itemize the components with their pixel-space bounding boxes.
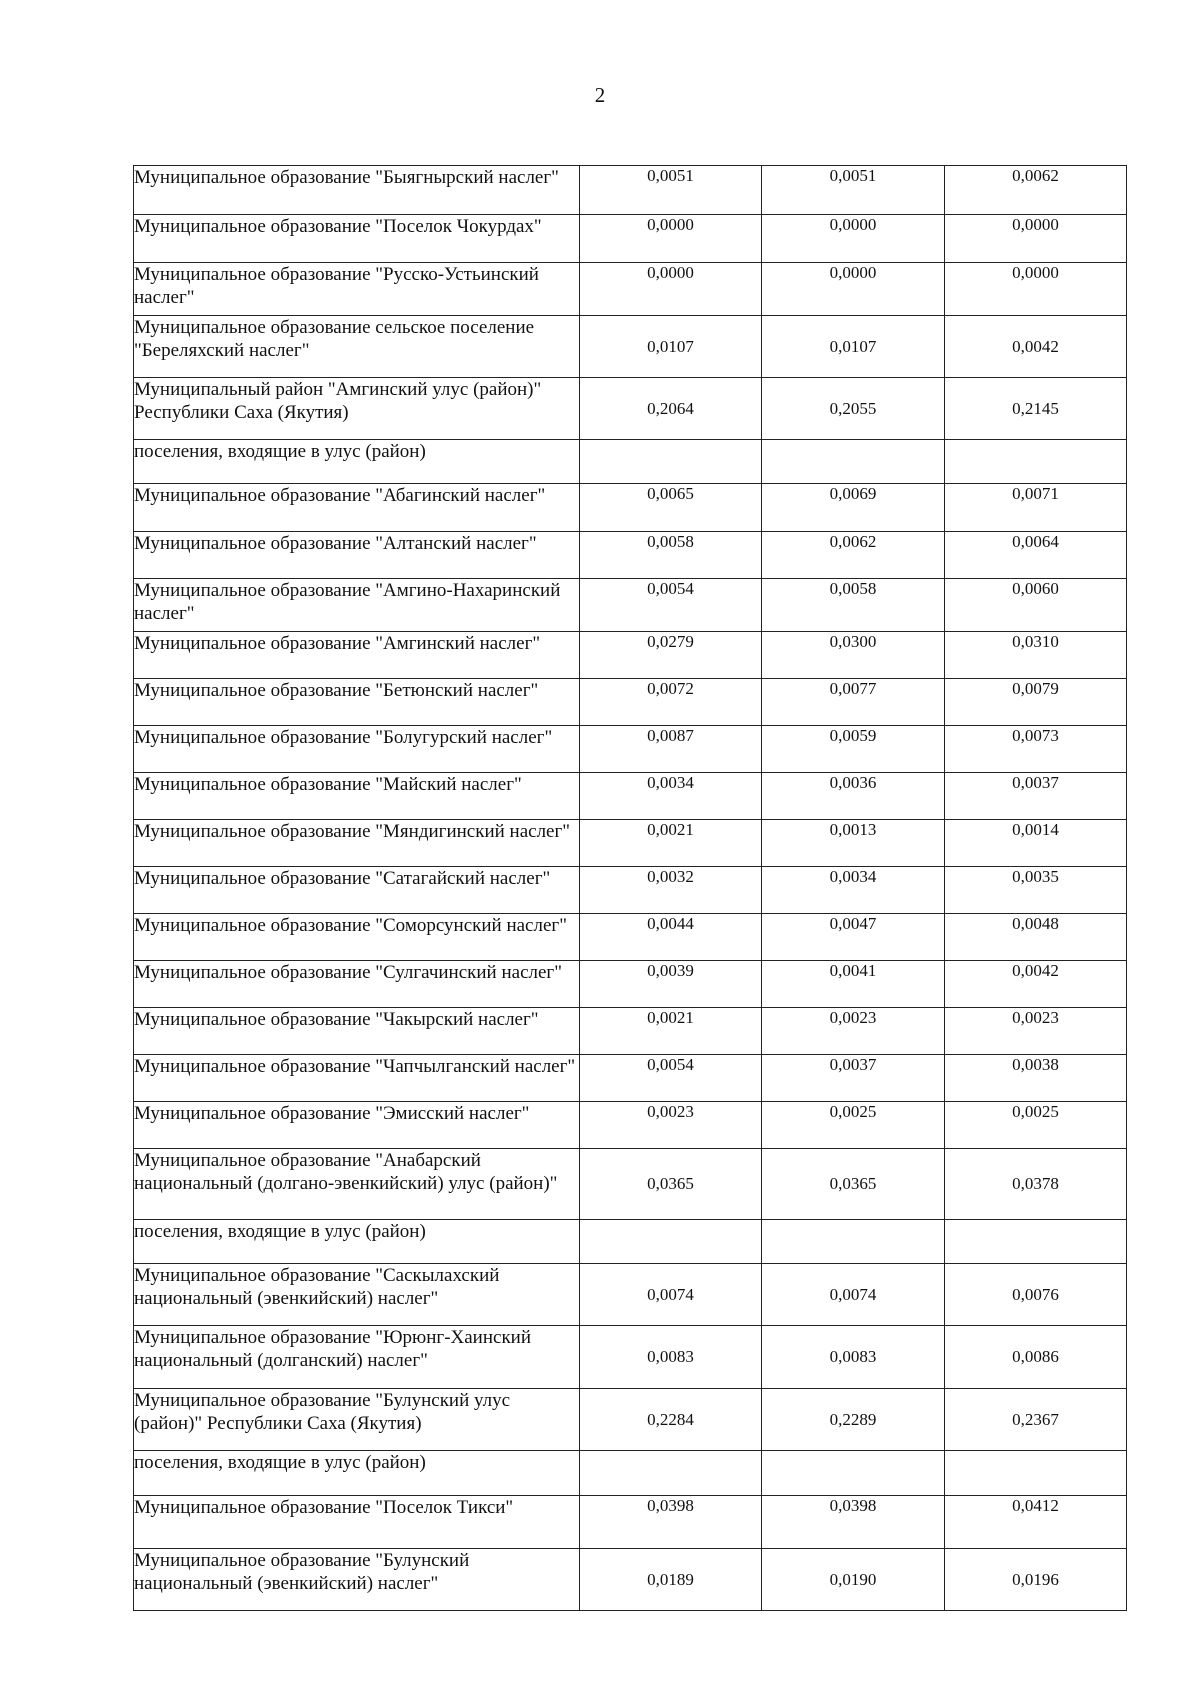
municipality-name-cell: Муниципальное образование "Абагинский наслег" xyxy=(134,484,580,532)
value-cell-col-2: 0,0074 xyxy=(762,1264,945,1326)
value-cell-col-1: 0,0107 xyxy=(580,316,762,378)
value-cell-col-2: 0,0077 xyxy=(762,679,945,726)
value-cell-col-3: 0,0000 xyxy=(945,215,1127,263)
municipality-name-cell: Муниципальное образование "Быягнырский наслег" xyxy=(134,166,580,215)
municipality-name-cell: Муниципальное образование "Русско-Устьинский наслег" xyxy=(134,263,580,316)
value-cell-col-3: 0,0042 xyxy=(945,316,1127,378)
table-row xyxy=(134,579,1127,632)
page-number: 2 xyxy=(594,83,606,107)
municipality-name-cell: Муниципальный район "Амгинский улус (район)" Республики Саха (Якутия) xyxy=(134,378,580,440)
municipality-name-cell: поселения, входящие в улус (район) xyxy=(134,1451,580,1496)
value-cell-col-3: 0,0062 xyxy=(945,166,1127,215)
municipality-name-cell: Муниципальное образование "Булунский улус (район)" Республики Саха (Якутия) xyxy=(134,1389,580,1451)
municipality-name-cell: Муниципальное образование "Юрюнг-Хаинский национальный (долганский) наслег" xyxy=(134,1326,580,1389)
value-cell-col-1: 0,0189 xyxy=(580,1549,762,1611)
value-cell-col-1: 0,2284 xyxy=(580,1389,762,1451)
value-cell-col-2: 0,0059 xyxy=(762,726,945,773)
municipality-name-cell: Муниципальное образование "Майский наслег" xyxy=(134,773,580,820)
value-cell-col-2 xyxy=(762,440,945,484)
municipality-name-cell: Муниципальное образование сельское поселение "Береляхский наслег" xyxy=(134,316,580,378)
value-cell-col-2: 0,0190 xyxy=(762,1549,945,1611)
value-cell-col-3: 0,0076 xyxy=(945,1264,1127,1326)
value-cell-col-2: 0,0023 xyxy=(762,1008,945,1055)
value-cell-col-2 xyxy=(762,1451,945,1496)
value-cell-col-3 xyxy=(945,1220,1127,1264)
value-cell-col-3: 0,0000 xyxy=(945,263,1127,316)
value-cell-col-1: 0,0032 xyxy=(580,867,762,914)
table-body xyxy=(134,166,1127,1611)
table-row xyxy=(134,316,1127,378)
value-cell-col-1 xyxy=(580,1220,762,1264)
value-cell-col-3 xyxy=(945,440,1127,484)
value-cell-col-2: 0,0107 xyxy=(762,316,945,378)
table-row xyxy=(134,1451,1127,1496)
value-cell-col-3: 0,2145 xyxy=(945,378,1127,440)
table-row xyxy=(134,1496,1127,1549)
municipality-name-cell: Муниципальное образование "Чакырский наслег" xyxy=(134,1008,580,1055)
municipality-name-cell: Муниципальное образование "Саскылахский национальный (эвенкийский) наслег" xyxy=(134,1264,580,1326)
value-cell-col-1: 0,0087 xyxy=(580,726,762,773)
municipality-name-cell: поселения, входящие в улус (район) xyxy=(134,440,580,484)
value-cell-col-1: 0,0021 xyxy=(580,1008,762,1055)
value-cell-col-3: 0,0079 xyxy=(945,679,1127,726)
value-cell-col-1: 0,0000 xyxy=(580,215,762,263)
table-row xyxy=(134,166,1127,215)
table-row xyxy=(134,1149,1127,1220)
value-cell-col-2: 0,0058 xyxy=(762,579,945,632)
table-row xyxy=(134,1264,1127,1326)
value-cell-col-3: 0,0060 xyxy=(945,579,1127,632)
value-cell-col-2: 0,0000 xyxy=(762,215,945,263)
value-cell-col-1: 0,0034 xyxy=(580,773,762,820)
value-cell-col-1: 0,0054 xyxy=(580,579,762,632)
value-cell-col-3: 0,0048 xyxy=(945,914,1127,961)
value-cell-col-2: 0,0047 xyxy=(762,914,945,961)
municipality-name-cell: Муниципальное образование "Амгино-Нахаринский наслег" xyxy=(134,579,580,632)
municipality-name-cell: Муниципальное образование "Сулгачинский наслег" xyxy=(134,961,580,1008)
value-cell-col-2: 0,0041 xyxy=(762,961,945,1008)
value-cell-col-2: 0,0365 xyxy=(762,1149,945,1220)
value-cell-col-2: 0,0025 xyxy=(762,1102,945,1149)
value-cell-col-2: 0,0083 xyxy=(762,1326,945,1389)
value-cell-col-3 xyxy=(945,1451,1127,1496)
table-row xyxy=(134,1549,1127,1611)
value-cell-col-2 xyxy=(762,1220,945,1264)
value-cell-col-2: 0,0013 xyxy=(762,820,945,867)
value-cell-col-3: 0,0064 xyxy=(945,532,1127,579)
value-cell-col-1 xyxy=(580,1451,762,1496)
table-row xyxy=(134,867,1127,914)
table-row xyxy=(134,820,1127,867)
value-cell-col-1: 0,2064 xyxy=(580,378,762,440)
table-row xyxy=(134,1389,1127,1451)
table-row xyxy=(134,1102,1127,1149)
value-cell-col-1: 0,0054 xyxy=(580,1055,762,1102)
value-cell-col-1: 0,0058 xyxy=(580,532,762,579)
value-cell-col-3: 0,0310 xyxy=(945,632,1127,679)
value-cell-col-2: 0,0051 xyxy=(762,166,945,215)
municipality-name-cell: Муниципальное образование "Поселок Чокурдах" xyxy=(134,215,580,263)
table-row xyxy=(134,914,1127,961)
value-cell-col-2: 0,0000 xyxy=(762,263,945,316)
municipality-name-cell: Муниципальное образование "Алтанский наслег" xyxy=(134,532,580,579)
value-cell-col-1: 0,0065 xyxy=(580,484,762,532)
value-cell-col-3: 0,0412 xyxy=(945,1496,1127,1549)
value-cell-col-1: 0,0051 xyxy=(580,166,762,215)
value-cell-col-1: 0,0072 xyxy=(580,679,762,726)
municipality-name-cell: Муниципальное образование "Соморсунский наслег" xyxy=(134,914,580,961)
value-cell-col-3: 0,2367 xyxy=(945,1389,1127,1451)
value-cell-col-3: 0,0037 xyxy=(945,773,1127,820)
municipality-name-cell: Муниципальное образование "Поселок Тикси" xyxy=(134,1496,580,1549)
value-cell-col-1: 0,0044 xyxy=(580,914,762,961)
municipality-name-cell: Муниципальное образование "Булунский национальный (эвенкийский) наслег" xyxy=(134,1549,580,1611)
value-cell-col-2: 0,0036 xyxy=(762,773,945,820)
municipality-name-cell: Муниципальное образование "Мяндигинский наслег" xyxy=(134,820,580,867)
value-cell-col-1: 0,0021 xyxy=(580,820,762,867)
value-cell-col-3: 0,0035 xyxy=(945,867,1127,914)
table-row xyxy=(134,215,1127,263)
table-row xyxy=(134,773,1127,820)
table-row xyxy=(134,263,1127,316)
table-row xyxy=(134,1055,1127,1102)
value-cell-col-1: 0,0083 xyxy=(580,1326,762,1389)
value-cell-col-3: 0,0038 xyxy=(945,1055,1127,1102)
value-cell-col-1 xyxy=(580,440,762,484)
table-row xyxy=(134,632,1127,679)
table-row xyxy=(134,1008,1127,1055)
value-cell-col-2: 0,0300 xyxy=(762,632,945,679)
value-cell-col-1: 0,0023 xyxy=(580,1102,762,1149)
value-cell-col-3: 0,0014 xyxy=(945,820,1127,867)
table-row xyxy=(134,440,1127,484)
allocation-table xyxy=(133,165,1127,1611)
value-cell-col-3: 0,0042 xyxy=(945,961,1127,1008)
value-cell-col-1: 0,0279 xyxy=(580,632,762,679)
value-cell-col-3: 0,0073 xyxy=(945,726,1127,773)
municipality-name-cell: Муниципальное образование "Болугурский наслег" xyxy=(134,726,580,773)
value-cell-col-3: 0,0071 xyxy=(945,484,1127,532)
table-row xyxy=(134,378,1127,440)
municipality-name-cell: Муниципальное образование "Анабарский национальный (долгано-эвенкийский) улус (район)" xyxy=(134,1149,580,1220)
value-cell-col-3: 0,0086 xyxy=(945,1326,1127,1389)
value-cell-col-3: 0,0025 xyxy=(945,1102,1127,1149)
value-cell-col-1: 0,0365 xyxy=(580,1149,762,1220)
value-cell-col-2: 0,0398 xyxy=(762,1496,945,1549)
value-cell-col-3: 0,0378 xyxy=(945,1149,1127,1220)
municipality-name-cell: Муниципальное образование "Бетюнский наслег" xyxy=(134,679,580,726)
municipality-name-cell: Муниципальное образование "Сатагайский наслег" xyxy=(134,867,580,914)
municipality-name-cell: Муниципальное образование "Амгинский наслег" xyxy=(134,632,580,679)
table-row xyxy=(134,726,1127,773)
municipality-name-cell: поселения, входящие в улус (район) xyxy=(134,1220,580,1264)
table-row xyxy=(134,679,1127,726)
value-cell-col-2: 0,0034 xyxy=(762,867,945,914)
table-row xyxy=(134,1326,1127,1389)
table-row xyxy=(134,961,1127,1008)
value-cell-col-1: 0,0398 xyxy=(580,1496,762,1549)
value-cell-col-2: 0,0037 xyxy=(762,1055,945,1102)
value-cell-col-3: 0,0196 xyxy=(945,1549,1127,1611)
municipality-name-cell: Муниципальное образование "Эмисский наслег" xyxy=(134,1102,580,1149)
value-cell-col-3: 0,0023 xyxy=(945,1008,1127,1055)
value-cell-col-2: 0,0069 xyxy=(762,484,945,532)
table-row xyxy=(134,532,1127,579)
table-row xyxy=(134,484,1127,532)
value-cell-col-1: 0,0039 xyxy=(580,961,762,1008)
value-cell-col-2: 0,0062 xyxy=(762,532,945,579)
value-cell-col-2: 0,2055 xyxy=(762,378,945,440)
value-cell-col-1: 0,0074 xyxy=(580,1264,762,1326)
value-cell-col-1: 0,0000 xyxy=(580,263,762,316)
municipality-name-cell: Муниципальное образование "Чапчылганский наслег" xyxy=(134,1055,580,1102)
value-cell-col-2: 0,2289 xyxy=(762,1389,945,1451)
table-row xyxy=(134,1220,1127,1264)
